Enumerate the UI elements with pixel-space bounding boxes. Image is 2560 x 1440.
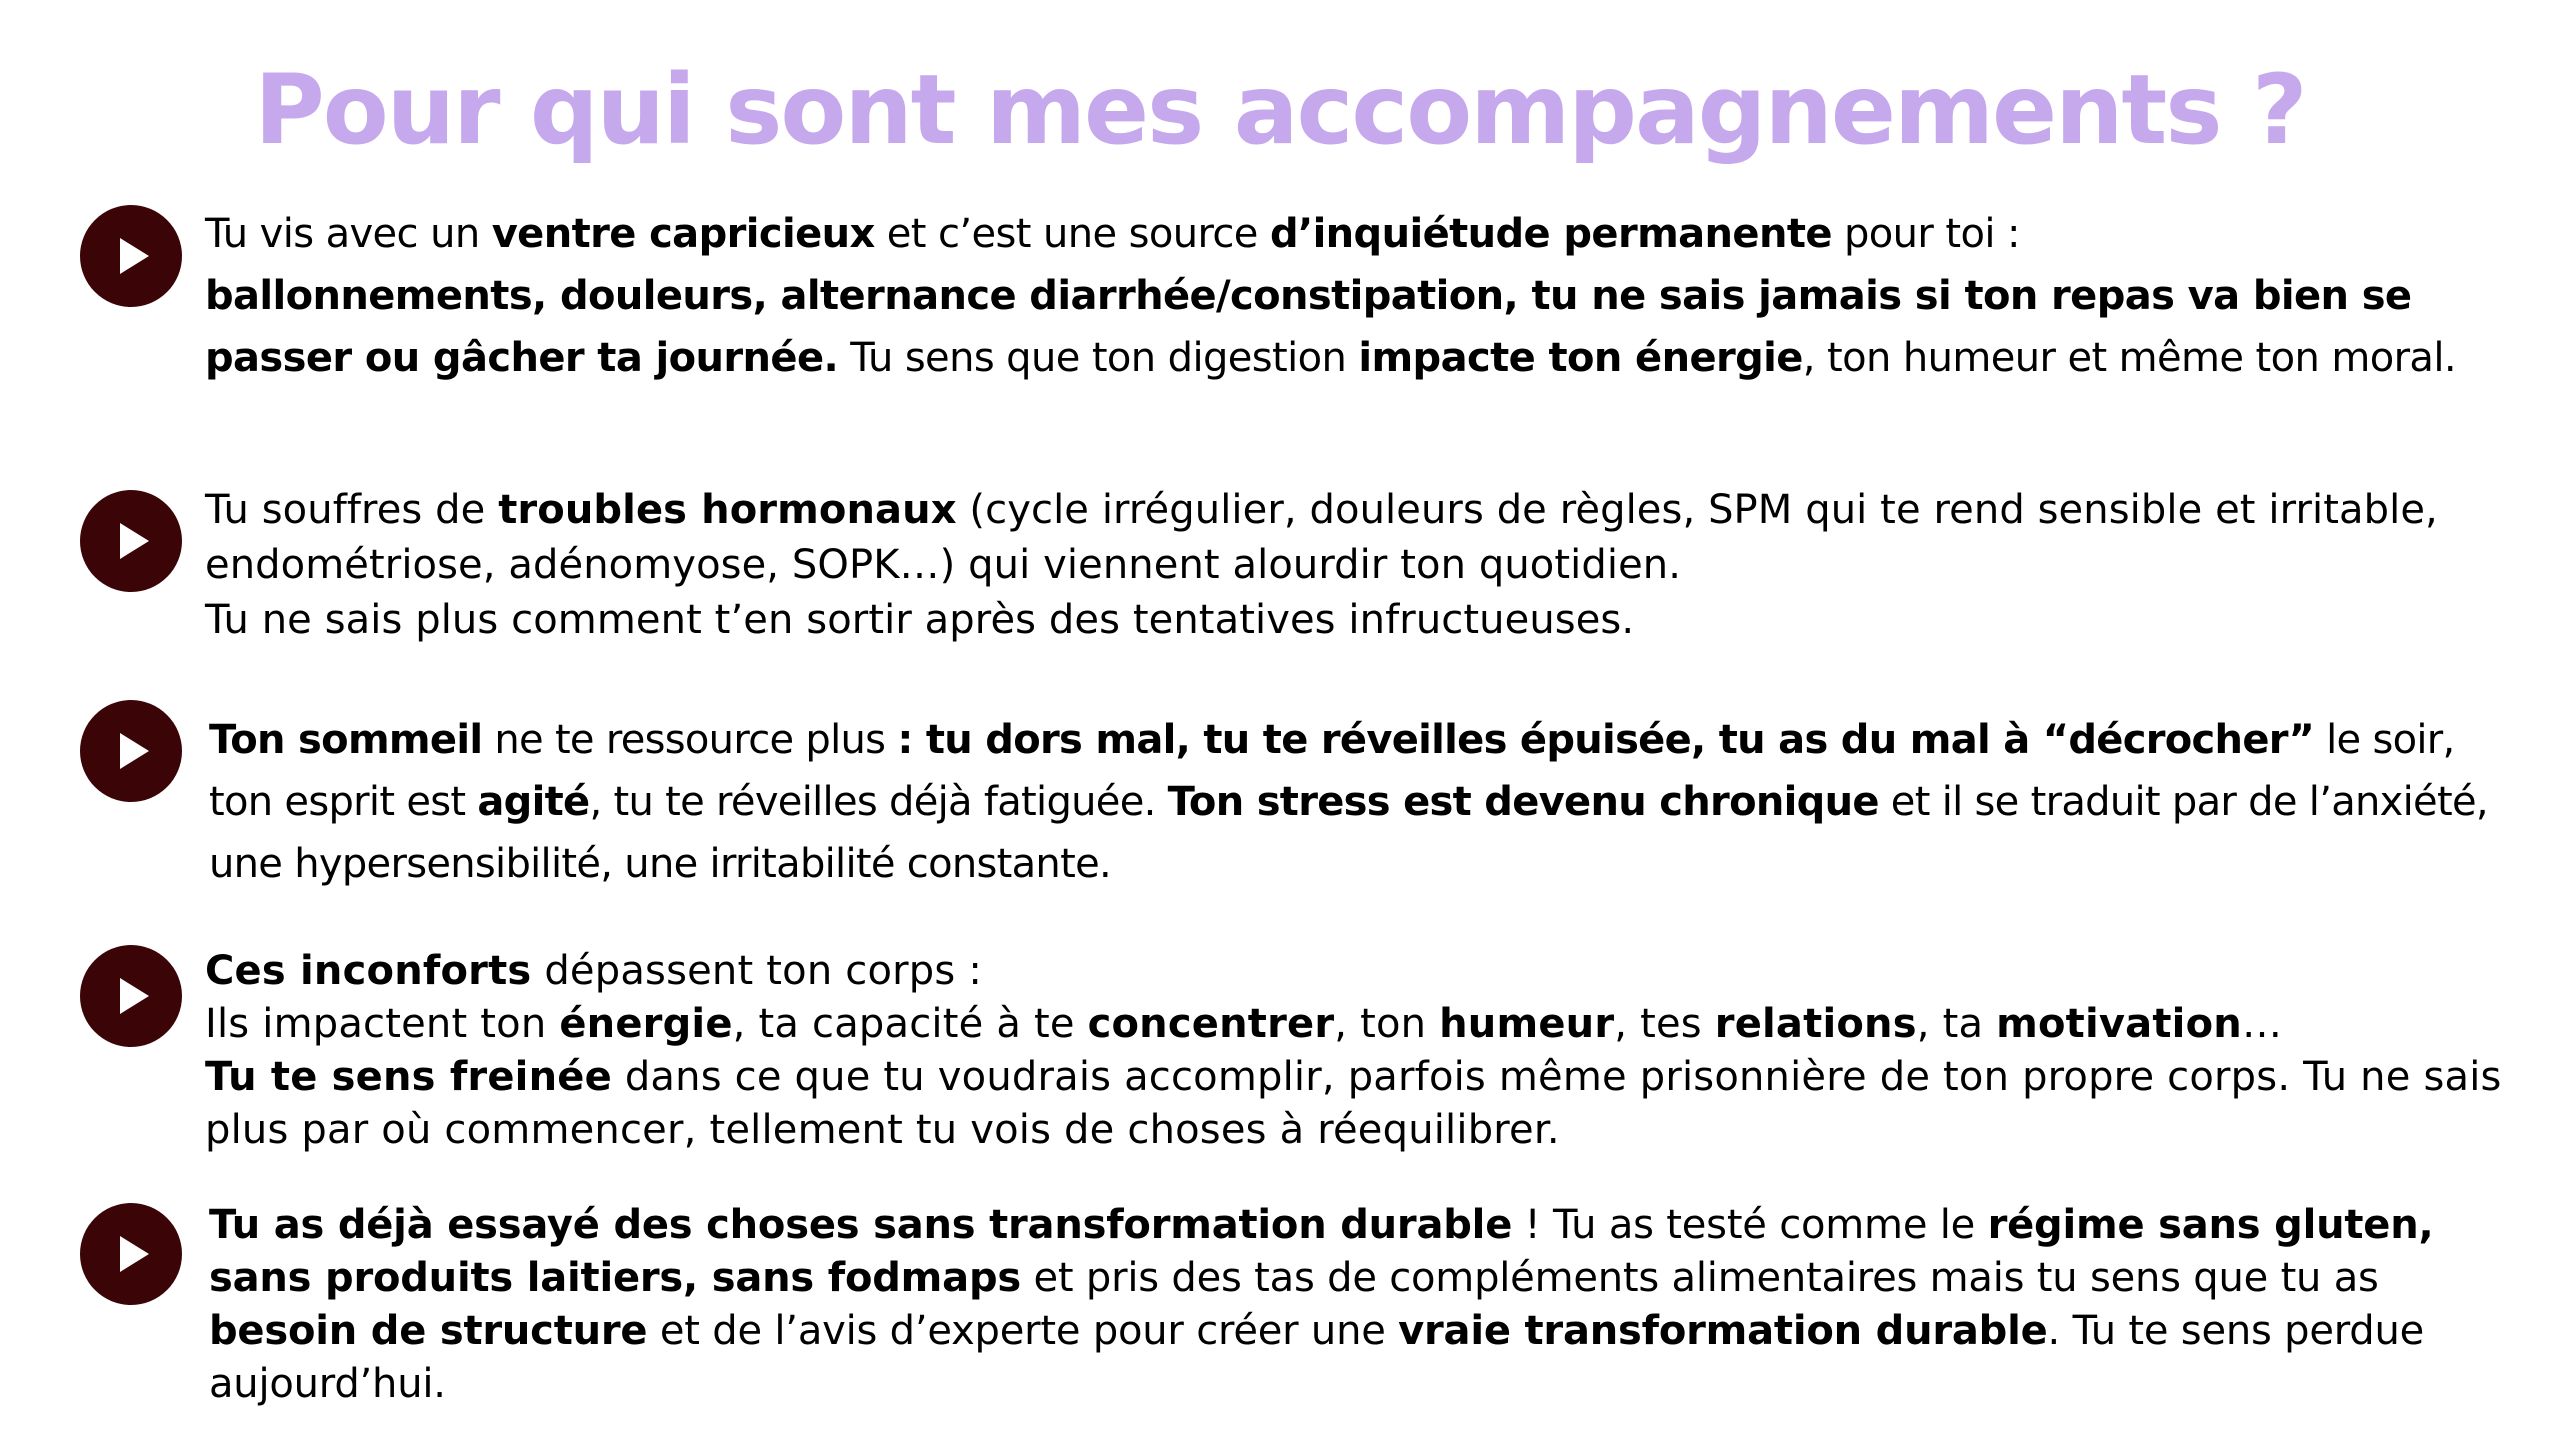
item-text [209,709,2519,895]
bold-text: Ces inconforts [205,948,532,994]
play-icon [80,700,182,802]
play-icon [80,205,182,307]
bold-text: énergie [559,1001,733,1047]
text-segment: dépassent ton corps : [531,948,983,994]
text-segment: le soir, ton esprit est [209,717,2455,825]
text-segment: et c’est une source [874,211,1270,257]
text-segment: ! Tu as testé comme le [1512,1202,1988,1248]
text-segment: dans ce que tu voudrais accomplir, parfois même prisonnière de ton propre corps. Tu ne sais plus par où commencer, tellement tu vois de choses à réequilibrer. [205,1054,2502,1153]
bold-text: régime sans gluten, sans produits laitiers, sans fodmaps [209,1202,2434,1301]
text-segment: et il se traduit par de l’anxiété, une hypersensibilité, une irritabilité constante. [209,779,2488,887]
text-segment: pour toi : [1831,211,2020,257]
text-segment: . Tu te sens perdue aujourd’hui. [209,1308,2425,1407]
bold-text: besoin de structure [209,1308,648,1354]
text-segment: (cycle irrégulier, douleurs de règles, SPM qui te rend sensible et irritable, endométriose, adénomyose, SOPK…) qui viennent alourdir ton quotidien. [205,487,2438,588]
play-icon [80,945,182,1047]
item-text [205,945,2515,1157]
bold-text: ventre capricieux [491,211,875,257]
text-segment: , ton [1334,1001,1440,1047]
bold-text: Tu te sens freinée [205,1054,612,1100]
text-segment: , ta capacité à te [732,1001,1088,1047]
page-title: Pour qui sont mes accompagnements ? [254,54,2306,166]
text-segment: Tu souffres de [205,487,499,533]
bold-text: impacte ton énergie [1358,335,1803,381]
text-segment: , tes [1614,1001,1715,1047]
play-icon [80,490,182,592]
bold-text: : tu dors mal, tu te réveilles épuisée, tu as du mal à “décrocher” [897,717,2315,763]
bold-text: Ton sommeil [209,717,483,763]
bold-text: motivation [1996,1001,2242,1047]
text-segment: Ils impactent ton [205,1001,560,1047]
text-segment: , ton humeur et même ton moral. [1802,335,2456,381]
bold-text: Tu as déjà essayé des choses sans transformation durable [209,1202,1513,1248]
item-text [205,203,2515,389]
text-segment: , tu te réveilles déjà fatiguée. [589,779,1168,825]
text-segment: et de l’avis d’experte pour créer une [647,1308,1399,1354]
text-segment: Tu sens que ton digestion [838,335,1359,381]
bold-text: agité [477,779,590,825]
item-text [205,483,2515,648]
bold-text: concentrer [1087,1001,1335,1047]
bold-text: Ton stress est devenu chronique [1167,779,1879,825]
bold-text: humeur [1439,1001,1615,1047]
bold-text: troubles hormonaux [498,487,957,533]
item-text [209,1199,2519,1411]
text-segment: , ta [1916,1001,1997,1047]
bold-text: ballonnements, douleurs, alternance diarrhée/constipation, tu ne sais jamais si ton repas va bien se passer ou gâcher ta journée. [205,273,2412,381]
text-segment: ne te ressource plus [482,717,898,763]
text-segment: … [2241,1001,2283,1047]
text-segment: et pris des tas de compléments alimentaires mais tu sens que tu as [1021,1255,2379,1301]
bold-text: d’inquiétude permanente [1269,211,1832,257]
text-segment: Tu ne sais plus comment t’en sortir après des tentatives infructueuses. [205,597,1635,643]
bold-text: vraie transformation durable [1398,1308,2048,1354]
bold-text: relations [1714,1001,1917,1047]
text-segment: Tu vis avec un [205,211,492,257]
play-icon [80,1203,182,1305]
